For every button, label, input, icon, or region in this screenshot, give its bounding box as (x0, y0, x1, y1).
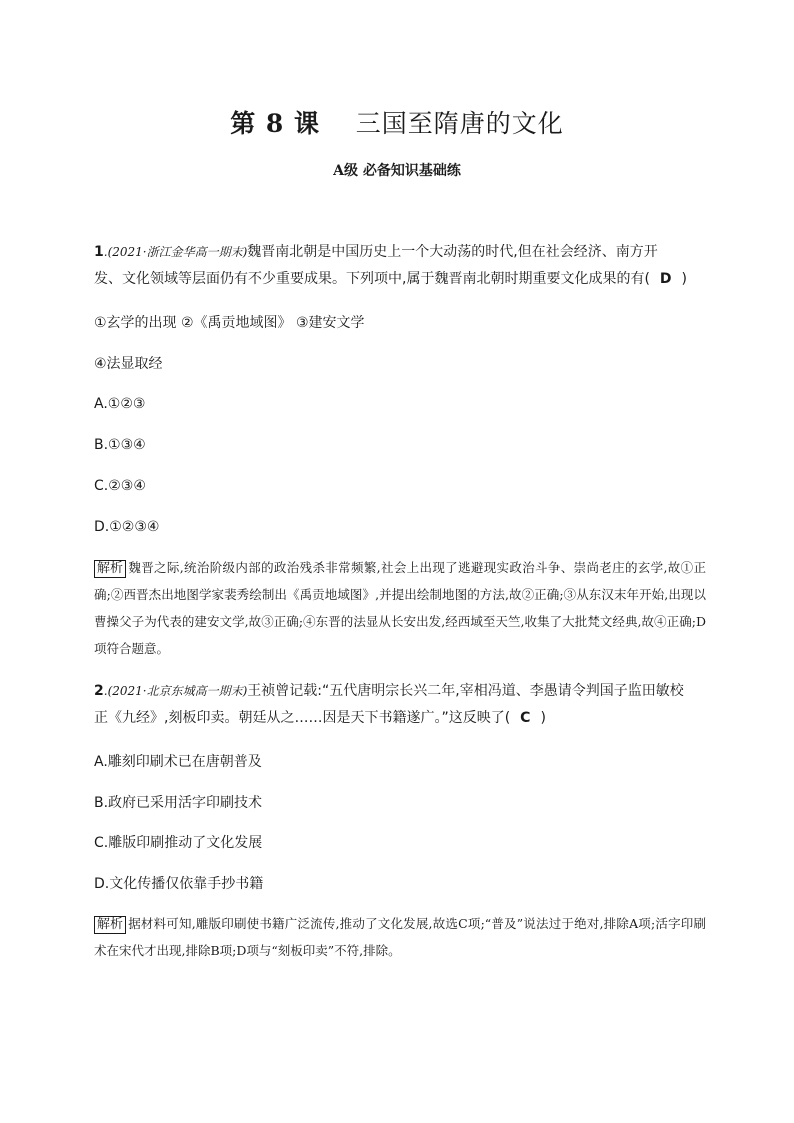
question-source: .(2021·浙江金华高一期末) (103, 245, 248, 259)
question-number: 2 (94, 683, 104, 699)
question-text-line1: 魏晋南北朝是中国历史上一个大动荡的时代,但在社会经济、南方开 (247, 244, 658, 260)
option-b: B.①③④ (94, 437, 146, 453)
lesson-number: 第 8 课 (230, 109, 320, 138)
explanation-tag: 解析 (94, 916, 126, 934)
option-c: C.雕版印刷推动了文化发展 (94, 835, 263, 851)
answer-letter: C (520, 710, 531, 726)
question-text-line2: 发、文化领域等层面仍有不少重要成果。下列项中,属于魏晋南北朝时期重要文化成果的有( (94, 271, 650, 287)
question-2-stem (94, 678, 704, 732)
option-c: C.②③④ (94, 478, 146, 494)
explanation-text: 魏晋之际,统治阶级内部的政治残杀非常频繁,社会上出现了逃避现实政治斗争、崇尚老庄的玄学,故①正确;②西晋杰出地图学家裴秀绘制出《禹贡地域图》,并提出绘制地图的方法,故②正确;③从东汉末年开始,出现以曹操父子为代表的建安文学,故③正确;④东晋的法显从长安出发,经西域至天竺,收集了大批梵文经典,故④正确;D项符合题意。 (94, 560, 706, 656)
question-source: .(2021·北京东城高一期末) (103, 684, 248, 698)
option-b: B.政府已采用活字印刷技术 (94, 795, 263, 811)
explanation-tag: 解析 (94, 560, 126, 578)
explanation-text: 据材料可知,雕版印刷使书籍广泛流传,推动了文化发展,故选C项;“普及”说法过于绝对,排除A项;活字印刷术在宋代才出现,排除B项;D项与“刻板印卖”不符,排除。 (94, 916, 706, 958)
question-text-end: ) (681, 271, 688, 287)
question-text-end: ) (540, 710, 546, 726)
option-a: A.①②③ (94, 396, 146, 412)
item-list-line1: ①玄学的出现 ②《禹贡地域图》 ③建安文学 (94, 315, 365, 331)
explanation-1 (94, 554, 706, 662)
lesson-name: 三国至隋唐的文化 (355, 109, 564, 138)
answer-letter: D (659, 271, 672, 287)
level-heading: A级 必备知识基础练 (333, 163, 461, 179)
option-a: A.雕刻印刷术已在唐朝普及 (94, 754, 262, 770)
option-d: D.文化传播仅依靠手抄书籍 (94, 876, 264, 892)
explanation-2 (94, 910, 706, 964)
lesson-title (0, 104, 794, 140)
option-d: D.①②③④ (94, 519, 160, 535)
question-1-stem (94, 239, 704, 293)
question-number: 1 (94, 244, 104, 260)
question-text-line2: 正《九经》,刻板印卖。朝廷从之……因是天下书籍遂广。”这反映了( (94, 710, 511, 726)
item-list-line2: ④法显取经 (94, 356, 163, 372)
question-text-line1: 王祯曾记载:“五代唐明宗长兴二年,宰相冯道、李愚请令判国子监田敏校 (247, 683, 684, 699)
